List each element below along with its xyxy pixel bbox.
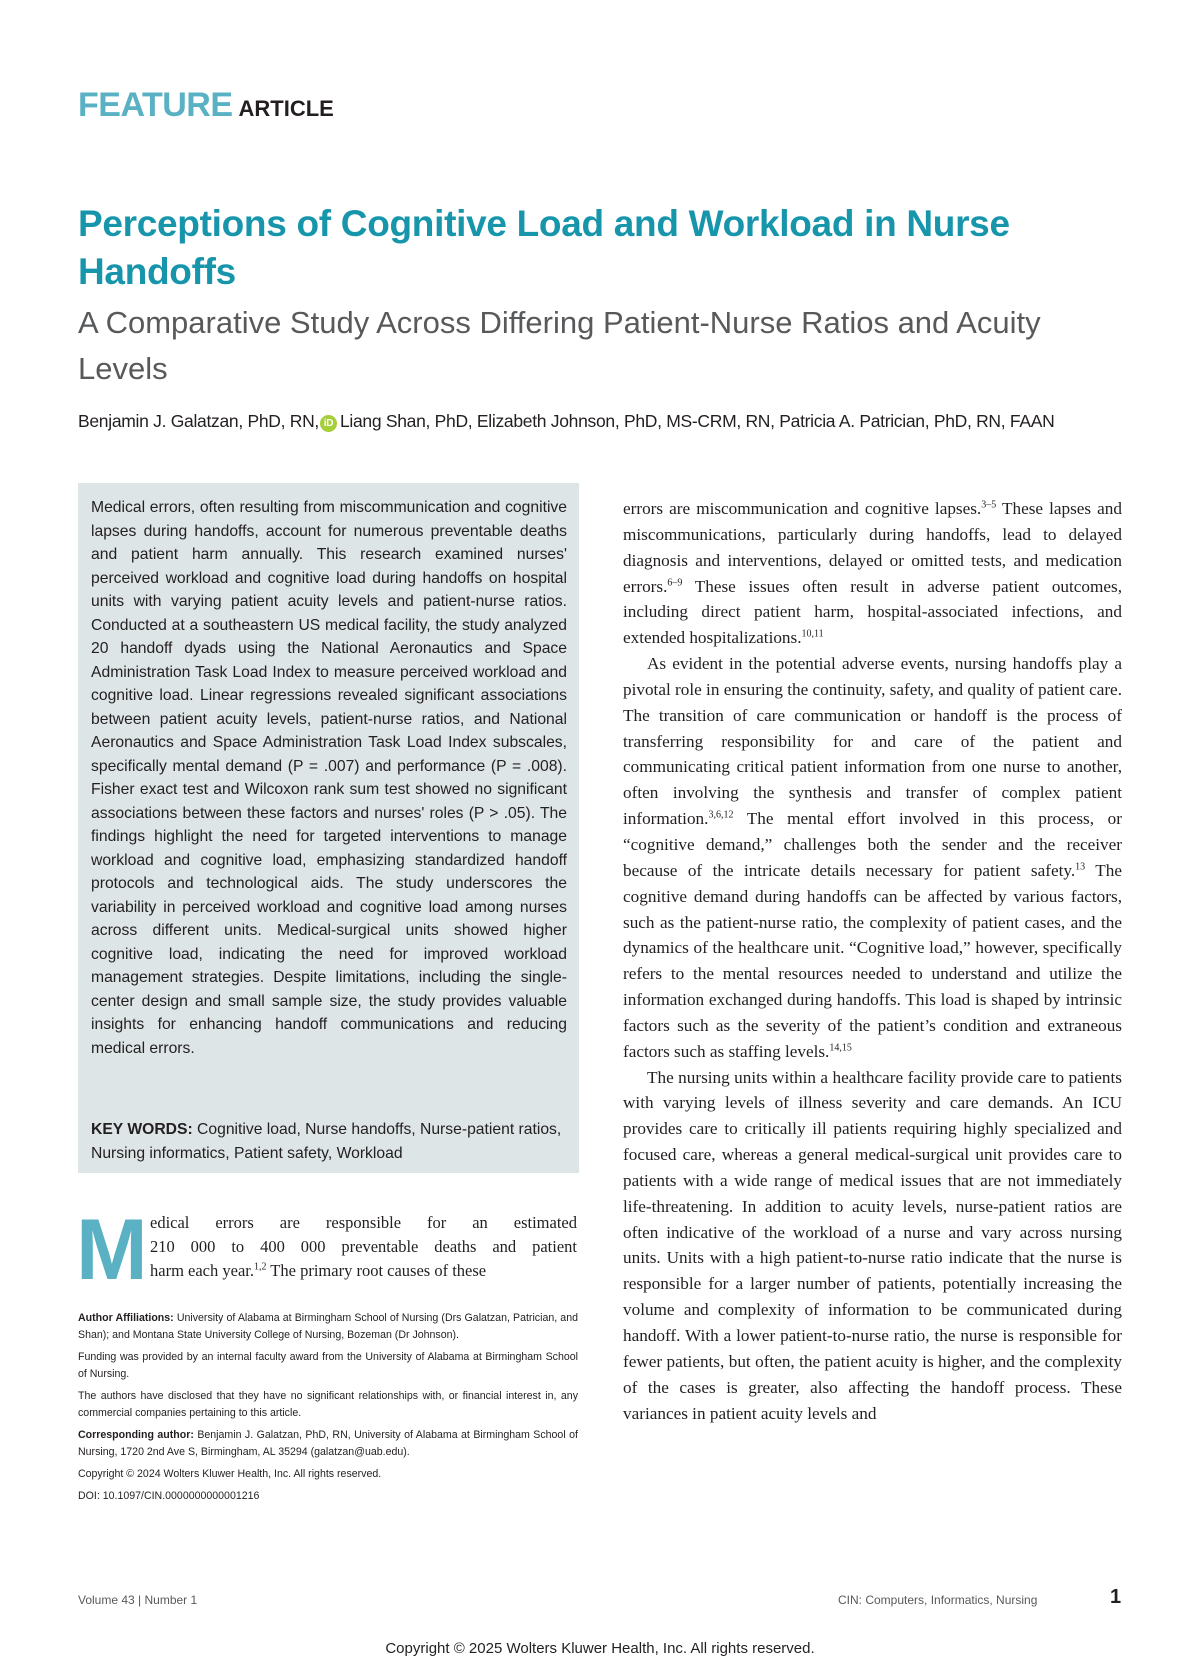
citation: 3–5 [981, 499, 997, 511]
body-paragraph [623, 651, 1122, 1065]
body-text: These issues often result in adverse patient outcomes, including direct patient harm, hospital-associated infections, and extended hospitalizations. [623, 576, 1122, 648]
citation: 10,11 [801, 628, 824, 640]
feature-label: FEATURE [78, 86, 233, 124]
copyright-note: Copyright © 2024 Wolters Kluwer Health, Inc. All rights reserved. [78, 1468, 382, 1480]
keywords-label: KEY WORDS: [91, 1121, 193, 1138]
body-text: These lapses and miscommunications, particularly during handoffs, lead to delayed diagnosis and interventions, delayed or omitted tests, and medication errors. [623, 499, 1122, 596]
doi[interactable]: DOI: 10.1097/CIN.0000000000001216 [78, 1490, 260, 1502]
article-title: Perceptions of Cognitive Load and Workload in Nurse Handoffs [78, 203, 1010, 292]
abstract-text: Medical errors, often resulting from miscommunication and cognitive lapses during handoffs, account for numerous preventable deaths and patient harm annually. This research examined nurses' perceived workload and cognitive load during handoffs on hospital units with varying patient acuity levels and patient-nurse ratios. Conducted at a southeastern US medical facility, the study analyzed 20 handoff dyads using the National Aeronautics and Space Administration Task Load Index to measure perceived workload and cognitive load. Linear regressions revealed significant associations between patient acuity levels, patient-nurse ratios, and National Aeronautics and Space Administration Task Load Index subscales, specifically mental demand (P = .007) and performance (P = .008). Fisher exact test and Wilcoxon rank sum test showed no significant associations between these factors and nurses' roles (P > .05). The findings highlight the need for targeted interventions to manage workload and cognitive load, emphasizing standardized handoff protocols and technological aids. The study underscores the variability in perceived workload and cognitive load among nurses across different units. Medical-surgical units showed higher cognitive load, indicating the need for improved workload management strategies. Despite limitations, including the single-center design and small sample size, the study provides valuable insights for enhancing handoff communications and reducing medical errors. [91, 499, 567, 1057]
intro-line-1: edical errors are responsible for an estimated [150, 1213, 577, 1232]
drop-cap: M [76, 1202, 148, 1298]
article-notes [78, 1310, 578, 1510]
citation: 1,2 [253, 1261, 267, 1273]
affiliations-text: University of Alabama at Birmingham School of Nursing (Drs Galatzan, Patrician, and Shan); and Montana State University College of Nursing, Bozeman (Dr Johnson). [78, 1312, 578, 1341]
bottom-copyright: Copyright © 2025 Wolters Kluwer Health, Inc. All rights reserved. [385, 1640, 815, 1657]
page-number: 1 [1110, 1586, 1122, 1608]
footer-volume: Volume 43 | Number 1 [78, 1593, 198, 1607]
author-list [78, 411, 1138, 432]
keywords-text: Cognitive load, Nurse handoffs, Nurse-patient ratios, Nursing informatics, Patient safety, Workload [91, 1121, 562, 1162]
citation: 13 [1075, 861, 1086, 873]
author-first: Benjamin J. Galatzan, PhD, RN, [78, 411, 319, 431]
orcid-icon[interactable]: iD [320, 415, 337, 432]
author-affiliations [78, 1310, 578, 1344]
funding-note: Funding was provided by an internal faculty award from the University of Alabama at Birmingham School of Nursing. [78, 1351, 578, 1380]
intro-line-2: 210 000 to 400 000 preventable deaths and patient [150, 1237, 577, 1256]
article-subtitle: A Comparative Study Across Differing Patient-Nurse Ratios and Acuity Levels [78, 305, 1041, 386]
affiliations-label: Author Affiliations: [78, 1312, 174, 1324]
body-text: The mental effort involved in this process, or “cognitive demand,” challenges both the sender and the receiver because of the intricate details necessary for patient safety. [623, 809, 1122, 880]
body-text: errors are miscommunication and cognitive lapses. [623, 499, 982, 518]
intro-line-3a: harm each year. [150, 1261, 254, 1280]
citation: 3,6,12 [708, 809, 734, 821]
body-paragraph [623, 496, 1122, 651]
intro-line-3 [150, 1259, 577, 1284]
citation: 6–9 [667, 576, 683, 588]
body-text: As evident in the potential adverse events, nursing handoffs play a pivotal role in ensuring the continuity, safety, and quality of patient care. The transition of care communication or handoff is the process of transferring responsibility for and care of the patient and communicating critical patient information from one nurse to another, often involving the synthesis and transfer of complex patient information. [623, 654, 1122, 829]
author-rest: Liang Shan, PhD, Elizabeth Johnson, PhD, MS-CRM, RN, Patricia A. Patrician, PhD, RN, FAAN [339, 411, 1055, 431]
footer-journal: CIN: Computers, Informatics, Nursing [838, 1593, 1038, 1607]
corresponding-author [78, 1427, 578, 1461]
body-paragraph: The nursing units within a healthcare facility provide care to patients with varying levels of illness severity and care demands. An ICU provides care to critically ill patients requiring highly specialized and focused care, whereas a general medical-surgical unit provides care to patients with a wide range of medical issues that are not immediately life-threatening. In addition to acuity levels, nurse-patient ratios are often indicative of the workload of a nurse and vary across nursing units. Units with a high patient-to-nurse ratio indicate that the nurse is responsible for a larger number of patients, potentially increasing the volume and complexity of information to be communicated during handoff. With a lower patient-to-nurse ratio, the nurse is responsible for fewer patients, but often, the patient acuity is higher, and the complexity of the cases is greater, also affecting the handoff process. These variances in patient acuity levels and [623, 1067, 1122, 1423]
corresponding-label: Corresponding author: [78, 1429, 194, 1441]
body-column-right [623, 496, 1122, 1426]
disclosure-note: The authors have disclosed that they have no significant relationships with, or financial interest in, any commercial companies pertaining to this article. [78, 1390, 578, 1419]
corresponding-text: Benjamin J. Galatzan, PhD, RN, University of Alabama at Birmingham School of Nursing, 1720 2nd Ave S, Birmingham, AL 35294 (galatzan@uab.edu). [78, 1429, 578, 1458]
article-label: ARTICLE [238, 96, 334, 121]
body-text: The cognitive demand during handoffs can be affected by various factors, such as the patient-nurse ratio, the complexity of patient cases, and the dynamics of the healthcare unit. “Cognitive load,” however, specifically refers to the mental resources needed to understand and utilize the information exchanged during handoffs. This load is shaped by intrinsic factors such as the severity of the patient’s condition and extraneous factors such as staffing levels. [623, 860, 1122, 1061]
keywords [91, 1118, 567, 1165]
section-header [78, 86, 334, 125]
intro-line-3b: The primary root causes of these [266, 1261, 487, 1280]
citation: 14,15 [829, 1041, 852, 1053]
